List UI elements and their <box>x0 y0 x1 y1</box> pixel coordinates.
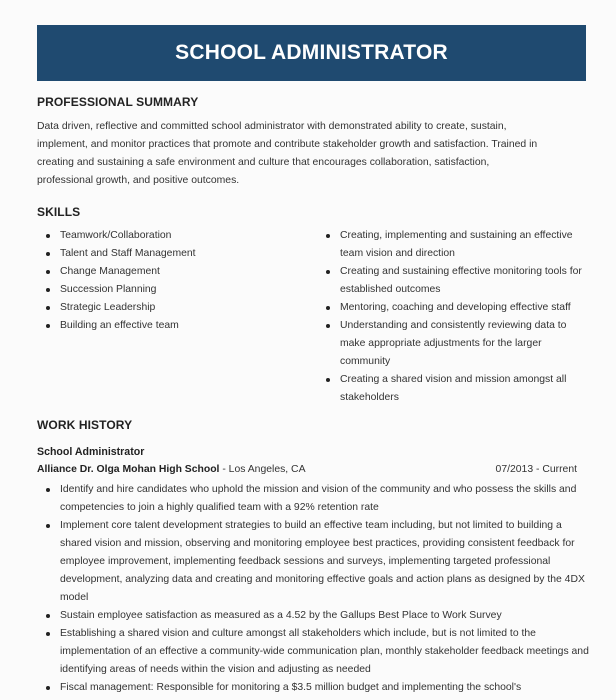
skill-item: Creating, implementing and sustaining an effective team vision and direction <box>320 227 585 263</box>
summary-heading: PROFESSIONAL SUMMARY <box>37 95 199 109</box>
skill-item: Talent and Staff Management <box>40 245 300 263</box>
job-bullets <box>40 481 590 697</box>
skill-item: Creating and sustaining effective monitoring tools for established outcomes <box>320 263 585 299</box>
job-bullet: Fiscal management: Responsible for monitoring a $3.5 million budget and implementing the school's <box>40 679 590 697</box>
job-bullet: Implement core talent development strategies to build an effective team including, but not limited to building a shared vision and mission, observing and monitoring employee best practices, providing consistent feedback for employee improvement, implementing feedback sessions and surveys, implementing targeted professional development, analyzing data and creating and monitoring effective goals and action plans as designed by the 4DX model <box>40 517 590 607</box>
summary-line: professional growth, and positive outcomes. <box>37 175 240 186</box>
skill-item: Succession Planning <box>40 281 300 299</box>
bullet-icon <box>326 270 330 274</box>
bullet-icon <box>46 614 50 618</box>
bullet-icon <box>326 234 330 238</box>
summary-line: Data driven, reflective and committed school administrator with demonstrated ability to create, sustain, <box>37 121 507 132</box>
job-dates: 07/2013 - Current <box>495 464 577 475</box>
skill-item: Change Management <box>40 263 300 281</box>
skill-item: Mentoring, coaching and developing effective staff <box>320 299 585 317</box>
job-employer <box>37 464 306 475</box>
bullet-icon <box>46 252 50 256</box>
skills-list-left <box>40 227 300 335</box>
summary-line: implement, and monitor practices that promote and contribute stakeholder growth and satisfaction. Trained in <box>37 139 538 150</box>
skills-heading: SKILLS <box>37 205 81 219</box>
job-bullet: Establishing a shared vision and culture amongst all stakeholders which include, but is not limited to the implementation of an effective a community-wide communication plan, monthly stakeholder feedback meetings and identifying areas of needs within the vision and adjusting as needed <box>40 625 590 679</box>
job-title: School Administrator <box>37 446 145 458</box>
bullet-icon <box>46 686 50 690</box>
summary-text <box>37 118 587 190</box>
job-bullet: Identify and hire candidates who uphold the mission and vision of the community and who possess the skills and competencies to join a highly qualified team with a 92% retention rate <box>40 481 590 517</box>
bullet-icon <box>326 324 330 328</box>
resume-title: SCHOOL ADMINISTRATOR <box>175 41 448 64</box>
bullet-icon <box>46 632 50 636</box>
bullet-icon <box>326 378 330 382</box>
resume-header <box>37 25 586 81</box>
job-employer-line <box>37 464 577 475</box>
skill-item: Creating a shared vision and mission amongst all stakeholders <box>320 371 585 407</box>
bullet-icon <box>46 324 50 328</box>
bullet-icon <box>46 306 50 310</box>
skills-list-right <box>320 227 585 407</box>
summary-line: creating and sustaining a safe environment and culture that encourages collaboration, satisfaction, <box>37 157 490 168</box>
skill-item: Building an effective team <box>40 317 300 335</box>
skill-item: Strategic Leadership <box>40 299 300 317</box>
bullet-icon <box>326 306 330 310</box>
bullet-icon <box>46 234 50 238</box>
bullet-icon <box>46 488 50 492</box>
job-company: Alliance Dr. Olga Mohan High School <box>37 464 220 475</box>
work-heading: WORK HISTORY <box>37 418 133 432</box>
bullet-icon <box>46 524 50 528</box>
bullet-icon <box>46 270 50 274</box>
job-location: - Los Angeles, CA <box>219 464 306 475</box>
bullet-icon <box>46 288 50 292</box>
skill-item: Understanding and consistently reviewing data to make appropriate adjustments for the larger community <box>320 317 585 371</box>
skill-item: Teamwork/Collaboration <box>40 227 300 245</box>
job-bullet: Sustain employee satisfaction as measured as a 4.52 by the Gallups Best Place to Work Survey <box>40 607 590 625</box>
